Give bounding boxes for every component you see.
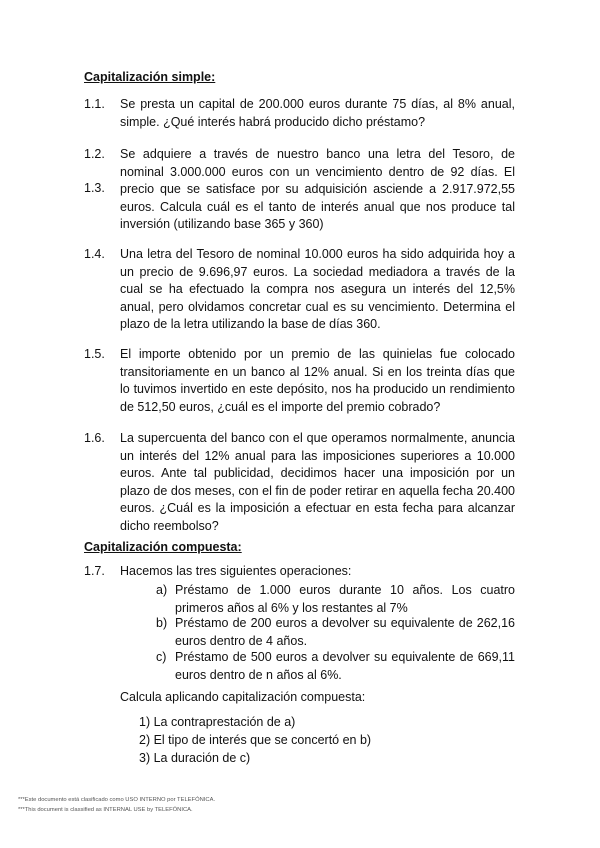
item-text-1-2: Se adquiere a través de nuestro banco una letra del Tesoro, de nominal 3.000.000 euros con un vencimiento dentro de 92 días. El precio que se satisface por su adquisición asciende a 2.917.972,55 euros. Calcula cuál es el tanto de interés anual que nos produce tal inversión (utilizando base 365 y 360) [120, 147, 515, 231]
footer-classification-en: ***This document is classified as INTERNAL USE by TELEFÓNICA. [18, 807, 193, 813]
subitem-label-c: c) [156, 650, 167, 664]
item-number-1-1: 1.1. [84, 97, 105, 111]
footer-classification-es: ***Este documento está clasificado como USO INTERNO por TELEFÓNICA. [18, 797, 216, 803]
question-3: 3) La duración de c) [139, 751, 251, 765]
item-number-1-2: 1.2. [84, 147, 105, 161]
section-title-capitalizacion-compuesta: Capitalización compuesta: [84, 540, 242, 554]
item-text-1-4: Una letra del Tesoro de nominal 10.000 euros ha sido adquirida hoy a un precio de 9.696,97 euros. La sociedad mediadora a través de la cual se ha efectuado la compra nos asegura un interés del 12,5% anual, pero olvidamos concretar cual es su vencimiento. Determina el plazo de la letra utilizando la base de días 360. [120, 247, 515, 331]
question-1: 1) La contraprestación de a) [139, 715, 296, 729]
item-number-1-7: 1.7. [84, 564, 105, 578]
item-number-1-3: 1.3. [84, 181, 105, 195]
item-text-1-6: La supercuenta del banco con el que operamos normalmente, anuncia un interés del 12% anual para las imposiciones superiores a 10.000 euros. Ante tal publicidad, decidimos hacer una imposición por un plazo de dos meses, con el fin de poder retirar en aquella fecha 20.400 euros. ¿Cuál es la imposición a efectuar en esta fecha para alcanzar dicho reembolso? [120, 431, 515, 533]
subitem-text-b: Préstamo de 200 euros a devolver su equivalente de 262,16 euros dentro de 4 años. [175, 616, 515, 648]
item-text-1-7: Hacemos las tres siguientes operaciones: [120, 564, 352, 578]
subitem-text-a: Préstamo de 1.000 euros durante 10 años. Los cuatro primeros años al 6% y los restantes al 7% [175, 583, 515, 615]
question-2: 2) El tipo de interés que se concertó en b) [139, 733, 372, 747]
item-number-1-6: 1.6. [84, 431, 105, 445]
instruction-text: Calcula aplicando capitalización compuesta: [120, 690, 366, 704]
subitem-text-c: Préstamo de 500 euros a devolver su equivalente de 669,11 euros dentro de n años al 6%. [175, 650, 515, 682]
item-number-1-4: 1.4. [84, 247, 105, 261]
item-number-1-5: 1.5. [84, 347, 105, 361]
subitem-label-b: b) [156, 616, 168, 630]
subitem-label-a: a) [156, 583, 168, 597]
section-title-capitalizacion-simple: Capitalización simple: [84, 70, 216, 84]
item-text-1-1: Se presta un capital de 200.000 euros durante 75 días, al 8% anual, simple. ¿Qué interés habrá producido dicho préstamo? [120, 97, 515, 129]
item-text-1-5: El importe obtenido por un premio de las quinielas fue colocado transitoriamente en un banco al 12% anual. Si en los treinta días que lo tuvimos invertido en este depósito, nos ha producido un rendimiento de 512,50 euros, ¿cuál es el importe del premio cobrado? [120, 347, 515, 414]
